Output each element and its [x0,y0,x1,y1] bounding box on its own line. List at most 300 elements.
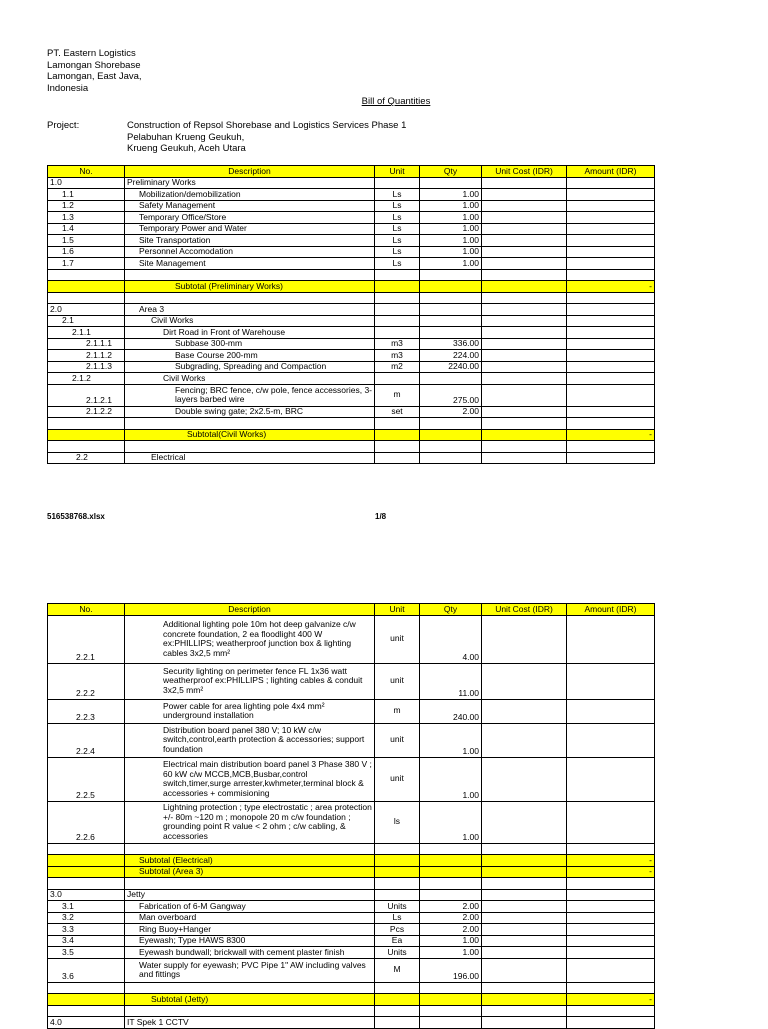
item-qty: 1.00 [420,235,482,247]
item-number: 1.0 [48,177,125,189]
item-unit-cost [482,200,567,212]
item-number: 1.4 [48,223,125,235]
empty-cell [48,441,125,453]
item-number: 2.2.1 [48,615,125,663]
item-unit-cost [482,361,567,373]
empty-cell [420,441,482,453]
item-unit-cost [482,223,567,235]
item-amount [567,1017,655,1029]
item-number: 4.0 [48,1017,125,1029]
item-unit: m2 [375,361,420,373]
item-qty: 2.00 [420,406,482,418]
item-description: Fencing; BRC fence, c/w pole, fence accessories, 3-layers barbed wire [125,384,375,406]
empty-cell [375,878,420,890]
item-qty [420,889,482,901]
item-unit-cost [482,189,567,201]
empty-cell [482,269,567,281]
table-row [48,757,655,801]
company-site: Lamongan Shorebase [47,59,141,71]
empty-cell [482,1005,567,1017]
item-amount [567,327,655,339]
boq-table-page-2 [47,603,655,1029]
subtotal-row [48,429,655,441]
item-description: Double swing gate; 2x2.5-m, BRC [125,406,375,418]
item-qty: 240.00 [420,699,482,723]
empty-cell [375,843,420,855]
item-description: Distribution board panel 380 V; 10 kW c/w switch,control,earth protection & accessories; support foundation [125,723,375,757]
footer-filename: 516538768.xlsx [47,512,105,521]
item-qty [420,866,482,878]
table-row [48,304,655,316]
empty-cell [125,292,375,304]
item-unit [375,866,420,878]
item-amount [567,246,655,258]
table-row [48,615,655,663]
item-qty: 275.00 [420,384,482,406]
item-unit [375,315,420,327]
document-title: Bill of Quantities [361,96,431,107]
project-location: Pelabuhan Krueng Geukuh, [127,131,245,143]
empty-cell [375,292,420,304]
item-description: Area 3 [125,304,375,316]
empty-cell [420,292,482,304]
empty-cell [48,982,125,994]
item-description: Man overboard [125,912,375,924]
header-description: Description [125,166,375,178]
item-qty [420,177,482,189]
table-header-row [48,604,655,616]
company-city: Lamongan, East Java, [47,71,142,82]
item-unit-cost [482,889,567,901]
item-description: Subbase 300-mm [125,338,375,350]
item-qty: 2.00 [420,924,482,936]
item-unit-cost [482,801,567,843]
item-unit-cost [482,281,567,293]
item-description: Eyewash; Type HAWS 8300 [125,935,375,947]
table-row [48,889,655,901]
item-unit-cost [482,177,567,189]
item-qty: 2240.00 [420,361,482,373]
item-number: 2.1.1 [48,327,125,339]
item-unit-cost [482,723,567,757]
item-number: 3.6 [48,958,125,982]
item-unit: Ls [375,189,420,201]
subtotal-label: Subtotal (Preliminary Works) [125,281,375,293]
item-number: 2.1.1.2 [48,350,125,362]
item-qty [420,994,482,1006]
item-unit-cost [482,615,567,663]
item-amount [567,924,655,936]
item-unit-cost [482,1017,567,1029]
item-amount [567,361,655,373]
company-block [47,48,142,94]
item-number: 1.3 [48,212,125,224]
empty-cell [482,843,567,855]
item-description: Electrical [125,452,375,464]
item-unit [375,177,420,189]
item-number: 2.2.6 [48,801,125,843]
item-description: Additional lighting pole 10m hot deep galvanize c/w concrete foundation, 2 ea floodlight 400 W ex:PHILLIPS; weatherproof junction box & lighting cables 3x2,5 mm² [125,615,375,663]
item-number [48,855,125,867]
item-unit: Units [375,901,420,913]
item-amount [567,373,655,385]
blank-row [48,1005,655,1017]
item-qty: 1.00 [420,258,482,270]
item-unit-cost [482,315,567,327]
item-description: Ring Buoy+Hanger [125,924,375,936]
item-number: 2.2.5 [48,757,125,801]
item-unit: m [375,384,420,406]
item-unit: Units [375,947,420,959]
header-no: No. [48,166,125,178]
item-qty [420,327,482,339]
empty-cell [567,418,655,430]
empty-cell [482,982,567,994]
item-unit: m3 [375,350,420,362]
item-amount [567,452,655,464]
header-amount: Amount (IDR) [567,604,655,616]
item-unit-cost [482,866,567,878]
empty-cell [125,418,375,430]
item-unit: Ls [375,223,420,235]
table-row [48,177,655,189]
empty-cell [125,843,375,855]
subtotal-amount: - [567,429,655,441]
item-unit-cost [482,958,567,982]
subtotal-label: Subtotal (Jetty) [125,994,375,1006]
item-unit-cost [482,406,567,418]
item-unit-cost [482,384,567,406]
empty-cell [48,418,125,430]
item-description: Temporary Office/Store [125,212,375,224]
item-amount [567,958,655,982]
empty-cell [482,878,567,890]
subtotal-row [48,994,655,1006]
item-unit-cost [482,947,567,959]
table-row [48,384,655,406]
table-row [48,361,655,373]
subtotal-amount: - [567,855,655,867]
item-qty [420,281,482,293]
item-qty [420,855,482,867]
item-unit [375,304,420,316]
item-unit: unit [375,757,420,801]
item-unit-cost [482,935,567,947]
table-row [48,200,655,212]
empty-cell [567,878,655,890]
item-number: 1.7 [48,258,125,270]
item-number: 3.4 [48,935,125,947]
empty-cell [48,1005,125,1017]
item-amount [567,663,655,699]
company-name: PT. Eastern Logistics [47,48,136,59]
item-description: Safety Management [125,200,375,212]
subtotal-label: Subtotal (Electrical) [125,855,375,867]
header-unit-cost: Unit Cost (IDR) [482,604,567,616]
item-amount [567,699,655,723]
empty-cell [567,982,655,994]
item-qty: 1.00 [420,801,482,843]
table-row [48,801,655,843]
item-unit-cost [482,429,567,441]
item-unit-cost [482,452,567,464]
item-qty [420,315,482,327]
empty-cell [420,878,482,890]
subtotal-label: Subtotal(Civil Works) [125,429,375,441]
subtotal-amount: - [567,866,655,878]
item-number: 3.3 [48,924,125,936]
table-row [48,912,655,924]
header-qty: Qty [420,166,482,178]
item-amount [567,338,655,350]
table-row [48,935,655,947]
item-number: 2.2.4 [48,723,125,757]
empty-cell [420,1005,482,1017]
item-amount [567,384,655,406]
item-description: Personnel Accomodation [125,246,375,258]
item-amount [567,223,655,235]
item-description: Eyewash bundwall; brickwall with cement plaster finish [125,947,375,959]
item-qty: 336.00 [420,338,482,350]
item-unit: m3 [375,338,420,350]
table-header-row [48,166,655,178]
blank-row [48,292,655,304]
item-number: 2.2 [48,452,125,464]
item-unit [375,327,420,339]
item-unit [375,373,420,385]
table-row [48,223,655,235]
item-number: 1.1 [48,189,125,201]
blank-row [48,878,655,890]
item-unit-cost [482,373,567,385]
item-unit: Ea [375,935,420,947]
table-row [48,327,655,339]
item-unit: Ls [375,912,420,924]
item-description: Security lighting on perimeter fence FL 1x36 watt weatherproof ex:PHILLIPS ; lighting cables & conduit 3x2,5 mm² [125,663,375,699]
item-number [48,994,125,1006]
item-qty: 224.00 [420,350,482,362]
item-qty: 4.00 [420,615,482,663]
empty-cell [482,292,567,304]
empty-cell [125,269,375,281]
empty-cell [125,441,375,453]
empty-cell [567,843,655,855]
item-description: Civil Works [125,373,375,385]
table-row [48,901,655,913]
item-qty: 1.00 [420,212,482,224]
table-row [48,258,655,270]
table-row [48,1017,655,1029]
table-row [48,235,655,247]
empty-cell [567,1005,655,1017]
item-number [48,281,125,293]
item-number: 2.1.1.3 [48,361,125,373]
item-description: Site Transportation [125,235,375,247]
empty-cell [482,441,567,453]
item-unit-cost [482,912,567,924]
item-amount [567,200,655,212]
blank-row [48,269,655,281]
item-amount [567,901,655,913]
item-qty: 1.00 [420,723,482,757]
item-qty [420,452,482,464]
item-number: 2.2.3 [48,699,125,723]
item-unit: Ls [375,200,420,212]
table-row [48,338,655,350]
item-number: 1.5 [48,235,125,247]
item-number: 2.1 [48,315,125,327]
empty-cell [375,1005,420,1017]
item-qty: 1.00 [420,246,482,258]
footer-page-number: 1/8 [375,512,387,521]
item-amount [567,912,655,924]
table-row [48,212,655,224]
item-description: IT Spek 1 CCTV [125,1017,375,1029]
item-amount [567,801,655,843]
item-unit-cost [482,663,567,699]
item-unit-cost [482,855,567,867]
item-unit: unit [375,615,420,663]
item-unit: M [375,958,420,982]
table-row [48,406,655,418]
item-unit-cost [482,246,567,258]
subtotal-amount: - [567,281,655,293]
subtotal-row [48,281,655,293]
subtotal-amount: - [567,994,655,1006]
item-qty [420,1017,482,1029]
table-row [48,315,655,327]
item-unit [375,452,420,464]
item-amount [567,177,655,189]
item-number: 1.2 [48,200,125,212]
item-unit: ls [375,801,420,843]
item-description: Site Management [125,258,375,270]
item-unit: Ls [375,235,420,247]
item-number: 2.1.2 [48,373,125,385]
empty-cell [567,269,655,281]
item-unit [375,889,420,901]
item-qty [420,304,482,316]
table-row [48,958,655,982]
item-amount [567,304,655,316]
empty-cell [420,418,482,430]
item-qty: 1.00 [420,200,482,212]
item-unit-cost [482,327,567,339]
item-unit: m [375,699,420,723]
item-unit [375,994,420,1006]
empty-cell [420,982,482,994]
header-unit: Unit [375,604,420,616]
project-name: Construction of Repsol Shorebase and Logistics Services Phase 1 [127,120,407,131]
project-region: Krueng Geukuh, Aceh Utara [127,143,246,154]
item-unit-cost [482,901,567,913]
item-qty: 11.00 [420,663,482,699]
item-number: 1.6 [48,246,125,258]
subtotal-row [48,866,655,878]
header-amount: Amount (IDR) [567,166,655,178]
item-amount [567,947,655,959]
blank-row [48,982,655,994]
item-amount [567,615,655,663]
item-unit-cost [482,924,567,936]
empty-cell [375,269,420,281]
table-row [48,924,655,936]
item-number: 2.1.2.1 [48,384,125,406]
header-unit-cost: Unit Cost (IDR) [482,166,567,178]
item-unit [375,1017,420,1029]
item-qty: 2.00 [420,901,482,913]
item-qty: 1.00 [420,947,482,959]
blank-row [48,418,655,430]
empty-cell [375,982,420,994]
empty-cell [567,292,655,304]
item-amount [567,189,655,201]
item-number: 3.0 [48,889,125,901]
subtotal-label: Subtotal (Area 3) [125,866,375,878]
boq-table-page-1 [47,165,655,464]
item-amount [567,935,655,947]
table-row [48,189,655,201]
subtotal-row [48,855,655,867]
item-unit-cost [482,994,567,1006]
item-unit: Ls [375,246,420,258]
empty-cell [420,843,482,855]
item-unit-cost [482,258,567,270]
table-row [48,373,655,385]
item-unit: Pcs [375,924,420,936]
item-unit: unit [375,723,420,757]
empty-cell [420,269,482,281]
table-row [48,947,655,959]
blank-row [48,843,655,855]
item-amount [567,406,655,418]
item-qty [420,429,482,441]
item-number [48,429,125,441]
empty-cell [125,1005,375,1017]
item-unit-cost [482,304,567,316]
item-description: Civil Works [125,315,375,327]
item-qty: 1.00 [420,935,482,947]
item-amount [567,350,655,362]
item-qty [420,373,482,385]
item-description: Base Course 200-mm [125,350,375,362]
table-row [48,663,655,699]
empty-cell [48,843,125,855]
table-row [48,452,655,464]
item-description: Lightning protection ; type electrostatic ; area protection +/- 80m ~120 m ; monopole 20 m c/w foundation ; grounding point R value < 2 ohm ; c/w cabling, & accessories [125,801,375,843]
project-label: Project: [47,120,80,131]
item-description: Subgrading, Spreading and Compaction [125,361,375,373]
item-number: 2.2.2 [48,663,125,699]
item-unit [375,281,420,293]
item-qty: 1.00 [420,223,482,235]
item-number [48,866,125,878]
item-unit-cost [482,338,567,350]
item-unit-cost [482,757,567,801]
item-number: 2.1.2.2 [48,406,125,418]
item-description: Water supply for eyewash; PVC Pipe 1" AW including valves and fittings [125,958,375,982]
item-unit-cost [482,699,567,723]
empty-cell [125,878,375,890]
item-amount [567,315,655,327]
empty-cell [48,269,125,281]
item-description: Electrical main distribution board panel 3 Phase 380 V ; 60 kW c/w MCCB,MCB,Busbar,control switch,timer,surge arrester,kwhmeter,terminal block & accessories + commisioning [125,757,375,801]
item-number: 2.1.1.1 [48,338,125,350]
table-row [48,723,655,757]
item-unit [375,855,420,867]
item-number: 3.1 [48,901,125,913]
empty-cell [48,878,125,890]
